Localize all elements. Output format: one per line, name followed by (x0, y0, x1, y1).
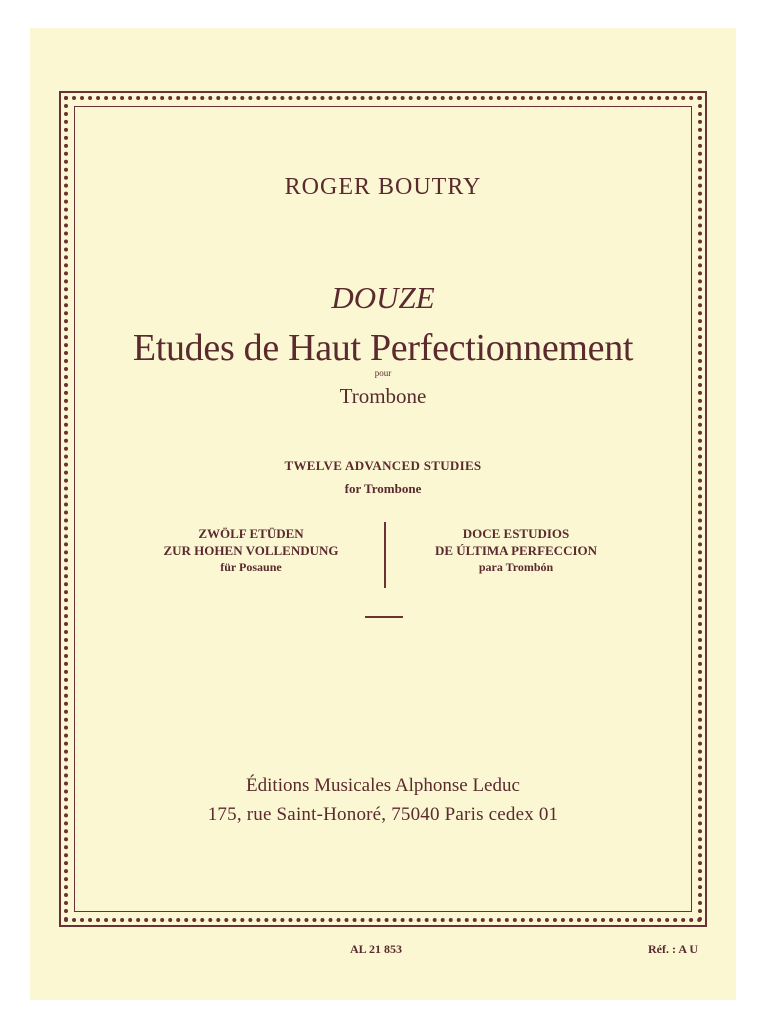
title-prefix: DOUZE (331, 280, 435, 315)
spanish-line-1: DOCE ESTUDIOS (462, 526, 570, 541)
spanish-title-block (386, 525, 646, 576)
composer-name: ROGER BOUTRY (284, 174, 482, 200)
german-title-block (121, 525, 381, 576)
title-pour: pour (374, 368, 392, 378)
spanish-line-3: para Trombón (478, 560, 554, 574)
german-line-3: für Posaune (220, 560, 282, 574)
german-line-2: ZUR HOHEN VOLLENDUNG (163, 543, 339, 558)
english-title: TWELVE ADVANCED STUDIES (284, 458, 482, 473)
reference-code: Réf. : A U (648, 942, 698, 956)
separator-rule (365, 616, 403, 618)
publisher-address: 175, rue Saint-Honoré, 75040 Paris cedex 01 (207, 804, 559, 825)
title-instrument: Trombone (339, 384, 427, 408)
german-line-1: ZWÖLF ETÜDEN (198, 526, 304, 541)
english-instrument: for Trombone (344, 481, 422, 496)
page-title: Etudes de Haut Perfectionnement (132, 327, 634, 369)
catalog-code: AL 21 853 (350, 942, 403, 956)
score-cover (30, 28, 736, 1000)
ornamental-border (64, 96, 702, 922)
spanish-line-2: DE ÚLTIMA PERFECCION (434, 543, 598, 558)
publisher-name: Éditions Musicales Alphonse Leduc (246, 775, 520, 796)
